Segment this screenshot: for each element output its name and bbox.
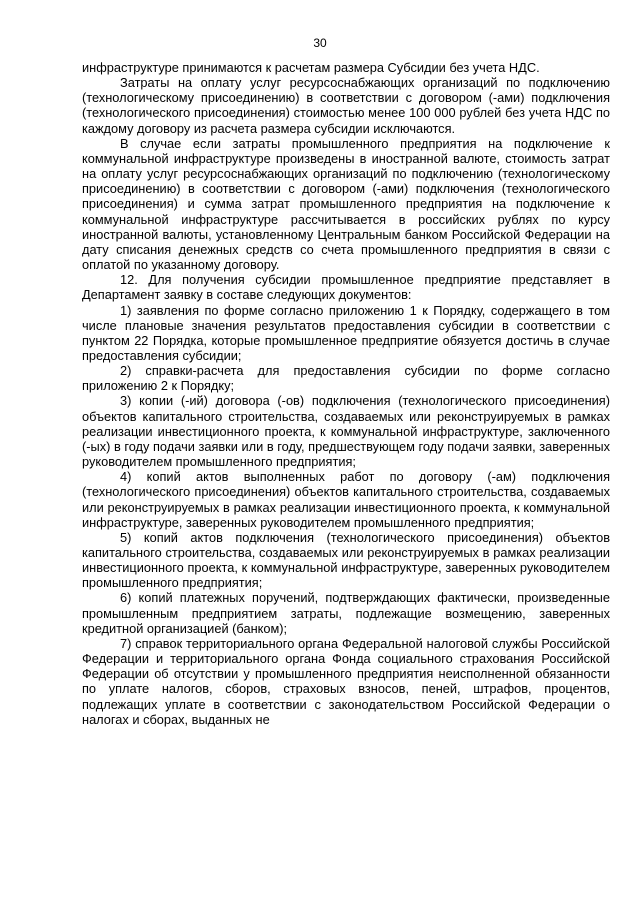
list-item-7: 7) справок территориального органа Федеральной налоговой службы Российской Федерации и территориального органа Фонда социального страхования Российской Федерации об отсутствии у промышленного предприятия неисполненной обязанности по уплате налогов, сборов, страховых взносов, пеней, штрафов, процентов, подлежащих уплате в соответствии с законодательством Российской Федерации о налогах и сборах, выданных не: [82, 635, 610, 727]
list-item-6: 6) копий платежных поручений, подтверждающих фактически, произведенные промышленным предприятием затраты, подлежащие возмещению, заверенных кредитной организацией (банком);: [82, 590, 610, 636]
paragraph-continuation: инфраструктуре принимаются к расчетам размера Субсидии без учета НДС.: [82, 60, 540, 75]
paragraph-item-12: 12. Для получения субсидии промышленное предприятие представляет в Департамент заявку в составе следующих документов:: [82, 272, 610, 303]
list-item-5: 5) копий актов подключения (технологического присоединения) объектов капитального строительства, создаваемых или реконструируемых в рамках реализации инвестиционного проекта, к коммунальной инфраструктуре, заверенных руководителем промышленного предприятия;: [82, 529, 610, 591]
paragraph-foreign-currency: В случае если затраты промышленного предприятия на подключение к коммунальной инфраструктуре произведены в иностранной валюте, стоимость затрат на оплату услуг ресурсоснабжающих организаций по подключению (технологическому присоединению) в соответствии с договором (-ами) подключения (технологического присоединения) и сумма затрат промышленного предприятия на подключение к коммунальной инфраструктуре рассчитывается в российских рублях по курсу иностранной валюты, установленному Центральным банком Российской Федерации на дату списания денежных средств со счета промышленного предприятия в связи с оплатой по указанному договору.: [82, 135, 610, 273]
page-number: 30: [313, 36, 327, 50]
list-item-2: 2) справки-расчета для предоставления субсидии по форме согласно приложению 2 к Порядку;: [82, 363, 610, 394]
list-item-4: 4) копий актов выполненных работ по договору (-ам) подключения (технологического присоединения) объектов капитального строительства, создаваемых или реконструируемых в рамках реализации инвестиционного проекта, к коммунальной инфраструктуре, заверенных руководителем промышленного предприятия;: [82, 469, 610, 530]
list-item-1: 1) заявления по форме согласно приложению 1 к Порядку, содержащего в том числе плановые значения результатов предоставления субсидии в соответствии с пунктом 22 Порядка, которые промышленное предприятие обязуется достичь в случае предоставления субсидии;: [82, 302, 610, 363]
document-body: [82, 60, 610, 727]
paragraph-vat-exclusion: Затраты на оплату услуг ресурсоснабжающих организаций по подключению (технологическому присоединению) в соответствии с договором (-ами) подключения (технологического присоединения) стоимостью менее 100 000 рублей без учета НДС по каждому договору из расчета размера субсидии исключаются.: [82, 75, 610, 136]
list-item-3: 3) копии (-ий) договора (-ов) подключения (технологического присоединения) объектов капитального строительства, создаваемых или реконструируемых в рамках реализации инвестиционного проекта, к коммунальной инфраструктуре, заключенного (-ых) в году подачи заявки или в году, предшествующем году подачи заявки, заверенных руководителем промышленного предприятия;: [82, 393, 610, 470]
